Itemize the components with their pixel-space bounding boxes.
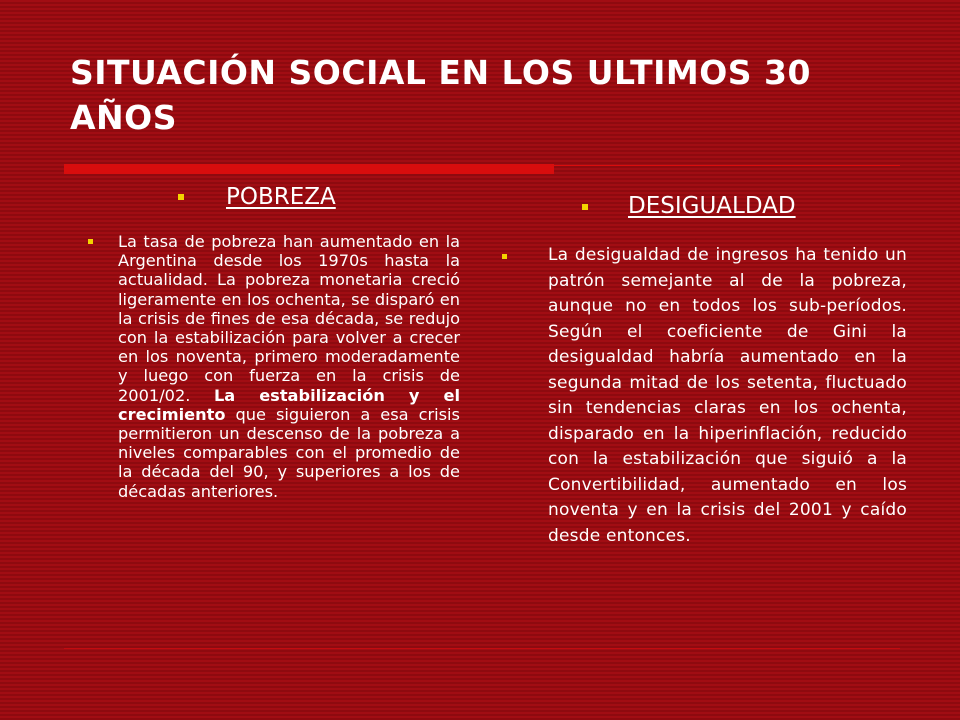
desigualdad-heading [628,193,796,219]
pobreza-text-part2: que siguieron a esa crisis permitieron un descenso de la pobreza a niveles comparables con el promedio de la década del 90, y superiores a los de décadas anteriores. [118,404,460,501]
title-underline-thick [64,164,554,174]
pobreza-paragraph [118,232,460,501]
desigualdad-text: La desigualdad de ingresos ha tenido un patrón semejante al de la pobreza, aunque no en todos los sub-períodos. Según el coeficiente de Gini la desigualdad habría aumentado en la segunda mitad de los setenta, fluctuado sin tendencias claras en los ochenta, disparado en la hiperinflación, reducido con la estabilización que siguió a la Convertibilidad, aumentado en los noventa y en la crisis del 2001 y caído desde entonces. [548,245,907,546]
pobreza-heading [226,184,336,210]
pobreza-text-part1: La tasa de pobreza han aumentado en la Argentina desde los 1970s hasta la actualidad. La pobreza monetaria creció ligeramente en los ochenta, se disparó en la crisis de fines de esa década, se redujo con la estabilización para volver a crecer en los noventa, primero moderadamente y luego con fuerza en la crisis de 2001/02. [118,232,460,405]
desigualdad-paragraph [548,243,907,549]
square-bullet-icon [582,204,588,210]
title-underline-thin [554,165,900,166]
footer-rule [64,648,900,649]
pobreza-text-bold: La estabilización y el crecimiento [118,385,460,424]
desigualdad-heading-label: DESIGUALDAD [628,193,796,219]
slide-title: SITUACIÓN SOCIAL EN LOS ULTIMOS 30 AÑOS [70,53,811,137]
square-bullet-icon [88,239,93,244]
square-bullet-icon [178,194,184,200]
pobreza-heading-label: POBREZA [226,184,336,210]
square-bullet-icon [502,254,507,259]
